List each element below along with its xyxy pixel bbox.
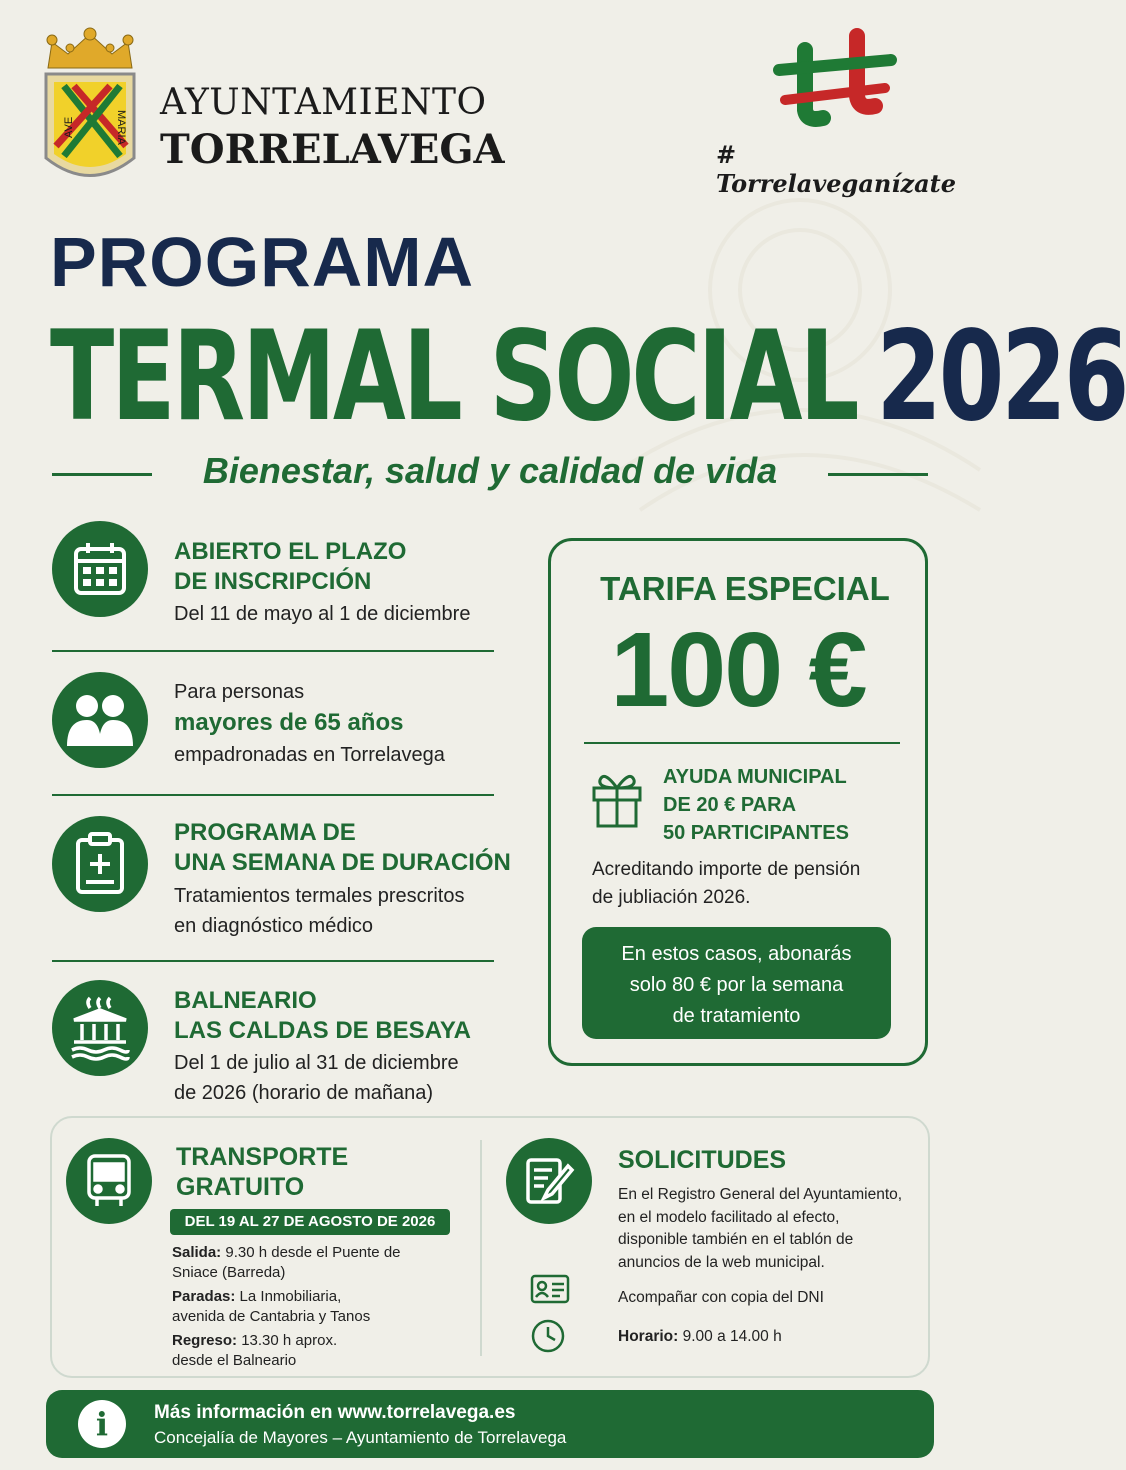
solicitudes-line2: en el modelo facilitado al efecto, [618,1208,840,1226]
horario-text: 9.00 a 14.00 h [682,1328,782,1345]
crest-logo [40,28,140,186]
ayuda-line3: 50 PARTICIPANTES [663,822,849,844]
row3-text [174,881,464,941]
acreditando-line1: Acreditando importe de pensión [592,859,861,880]
solicitudes-line4: anuncios de la web municipal. [618,1253,825,1271]
row1-title [174,537,406,597]
solicitudes-title: SOLICITUDES [618,1146,787,1174]
clock-icon [530,1318,566,1354]
regreso-text: 13.30 h aprox. [241,1332,338,1349]
salida-text: 9.30 h desde el Puente de [225,1244,401,1261]
transporte-title-line2: GRATUITO [176,1173,305,1201]
paradas-text: La Inmobiliaria, [239,1288,342,1305]
footer-department: Concejalía de Mayores – Ayuntamiento de Torrelavega [154,1428,567,1447]
crest-left-text: AVE [63,116,75,138]
transporte-title-line1: TRANSPORTE [176,1143,349,1171]
ayuda-line1: AYUDA MUNICIPAL [663,766,847,788]
info-icon: i [78,1400,126,1448]
salida-text-2: Sniace (Barreda) [172,1264,286,1281]
casos-line1: En estos casos, abonarás [621,943,852,965]
paradas-info [172,1287,370,1327]
casos-line2: solo 80 € por la semana [629,974,844,996]
title-programa: PROGRAMA [50,223,475,301]
solicitudes-text [618,1184,902,1274]
organization-line-2: TORRELAVEGA [160,126,505,173]
torrelaveganizate-logo [775,30,895,130]
tarifa-label: TARIFA ESPECIAL [600,570,890,607]
people-icon [52,672,148,768]
paradas-label: Paradas: [172,1288,236,1305]
row3-title-line2: UNA SEMANA DE DURACIÓN [174,849,511,876]
row-separator [52,960,494,962]
horario-label: Horario: [618,1328,679,1345]
calendar-icon [52,521,148,617]
dni-text: Acompañar con copia del DNI [618,1289,824,1306]
tagline-rule-right [828,473,928,476]
row2-text-before: Para personas [174,681,305,703]
row4-text-line2: de 2026 (horario de mañana) [174,1082,434,1104]
row1-title-line2: DE INSCRIPCIÓN [174,568,372,595]
row-separator [52,650,494,652]
tarifa-price: 100 € [610,611,866,729]
main-title-year: 2026 [876,305,1126,449]
row2-highlight: mayores de 65 años [174,709,404,736]
ayuda-municipal [663,763,849,847]
bus-icon [66,1138,152,1224]
organization-line-1: AYUNTAMIENTO [160,82,487,123]
solicitudes-line3: disponible también en el tablón de [618,1231,854,1248]
hashtag: # Torrelaveganízate [716,140,956,198]
row2-text-after: empadronadas en Torrelavega [174,744,445,766]
regreso-text-2: desde el Balneario [172,1352,297,1369]
tarifa-separator [584,742,900,744]
ayuda-line2: DE 20 € PARA [663,794,797,816]
footer-more-info[interactable]: Más información en www.torrelavega.es [154,1402,516,1423]
row4-title-line2: LAS CALDAS DE BESAYA [174,1017,471,1044]
row3-title [174,818,511,878]
acreditando-line2: de jubliación 2026. [592,887,751,908]
tagline: Bienestar, salud y calidad de vida [202,450,778,491]
row3-text-line1: Tratamientos termales prescritos [174,885,465,907]
row3-text-line2: en diagnóstico médico [174,915,374,937]
form-edit-icon [506,1138,592,1224]
acreditando-text [592,856,892,912]
main-title-text: TERMAL SOCIAL [50,305,857,449]
transporte-dates-badge: DEL 19 AL 27 DE AGOSTO DE 2026 [170,1209,450,1235]
regreso-label: Regreso: [172,1332,238,1349]
row4-title-line1: BALNEARIO [174,987,317,1014]
row1-text: Del 11 de mayo al 1 de diciembre [174,603,471,625]
row4-text [174,1048,459,1108]
paradas-text-2: avenida de Cantabria y Tanos [172,1308,371,1325]
row4-text-line1: Del 1 de julio al 31 de diciembre [174,1052,459,1074]
regreso-info [172,1331,337,1371]
row4-title [174,986,471,1046]
transporte-title [176,1142,348,1202]
gift-icon [590,768,644,828]
solicitudes-line1: En el Registro General del Ayuntamiento, [618,1186,903,1203]
salida-label: Salida: [172,1244,222,1261]
id-card-icon [530,1274,570,1304]
row1-title-line1: ABIERTO EL PLAZO [174,538,407,565]
row3-title-line1: PROGRAMA DE [174,819,356,846]
clipboard-medical-icon [52,816,148,912]
crest-right-text: MARIA [115,110,127,145]
casos-line3: de tratamiento [672,1005,801,1027]
salida-info [172,1243,401,1283]
spa-building-icon [52,980,148,1076]
info-box-divider [480,1140,482,1356]
casos-box [582,927,891,1039]
horario-info [618,1327,782,1347]
main-title [50,305,1126,449]
row-separator [52,794,494,796]
